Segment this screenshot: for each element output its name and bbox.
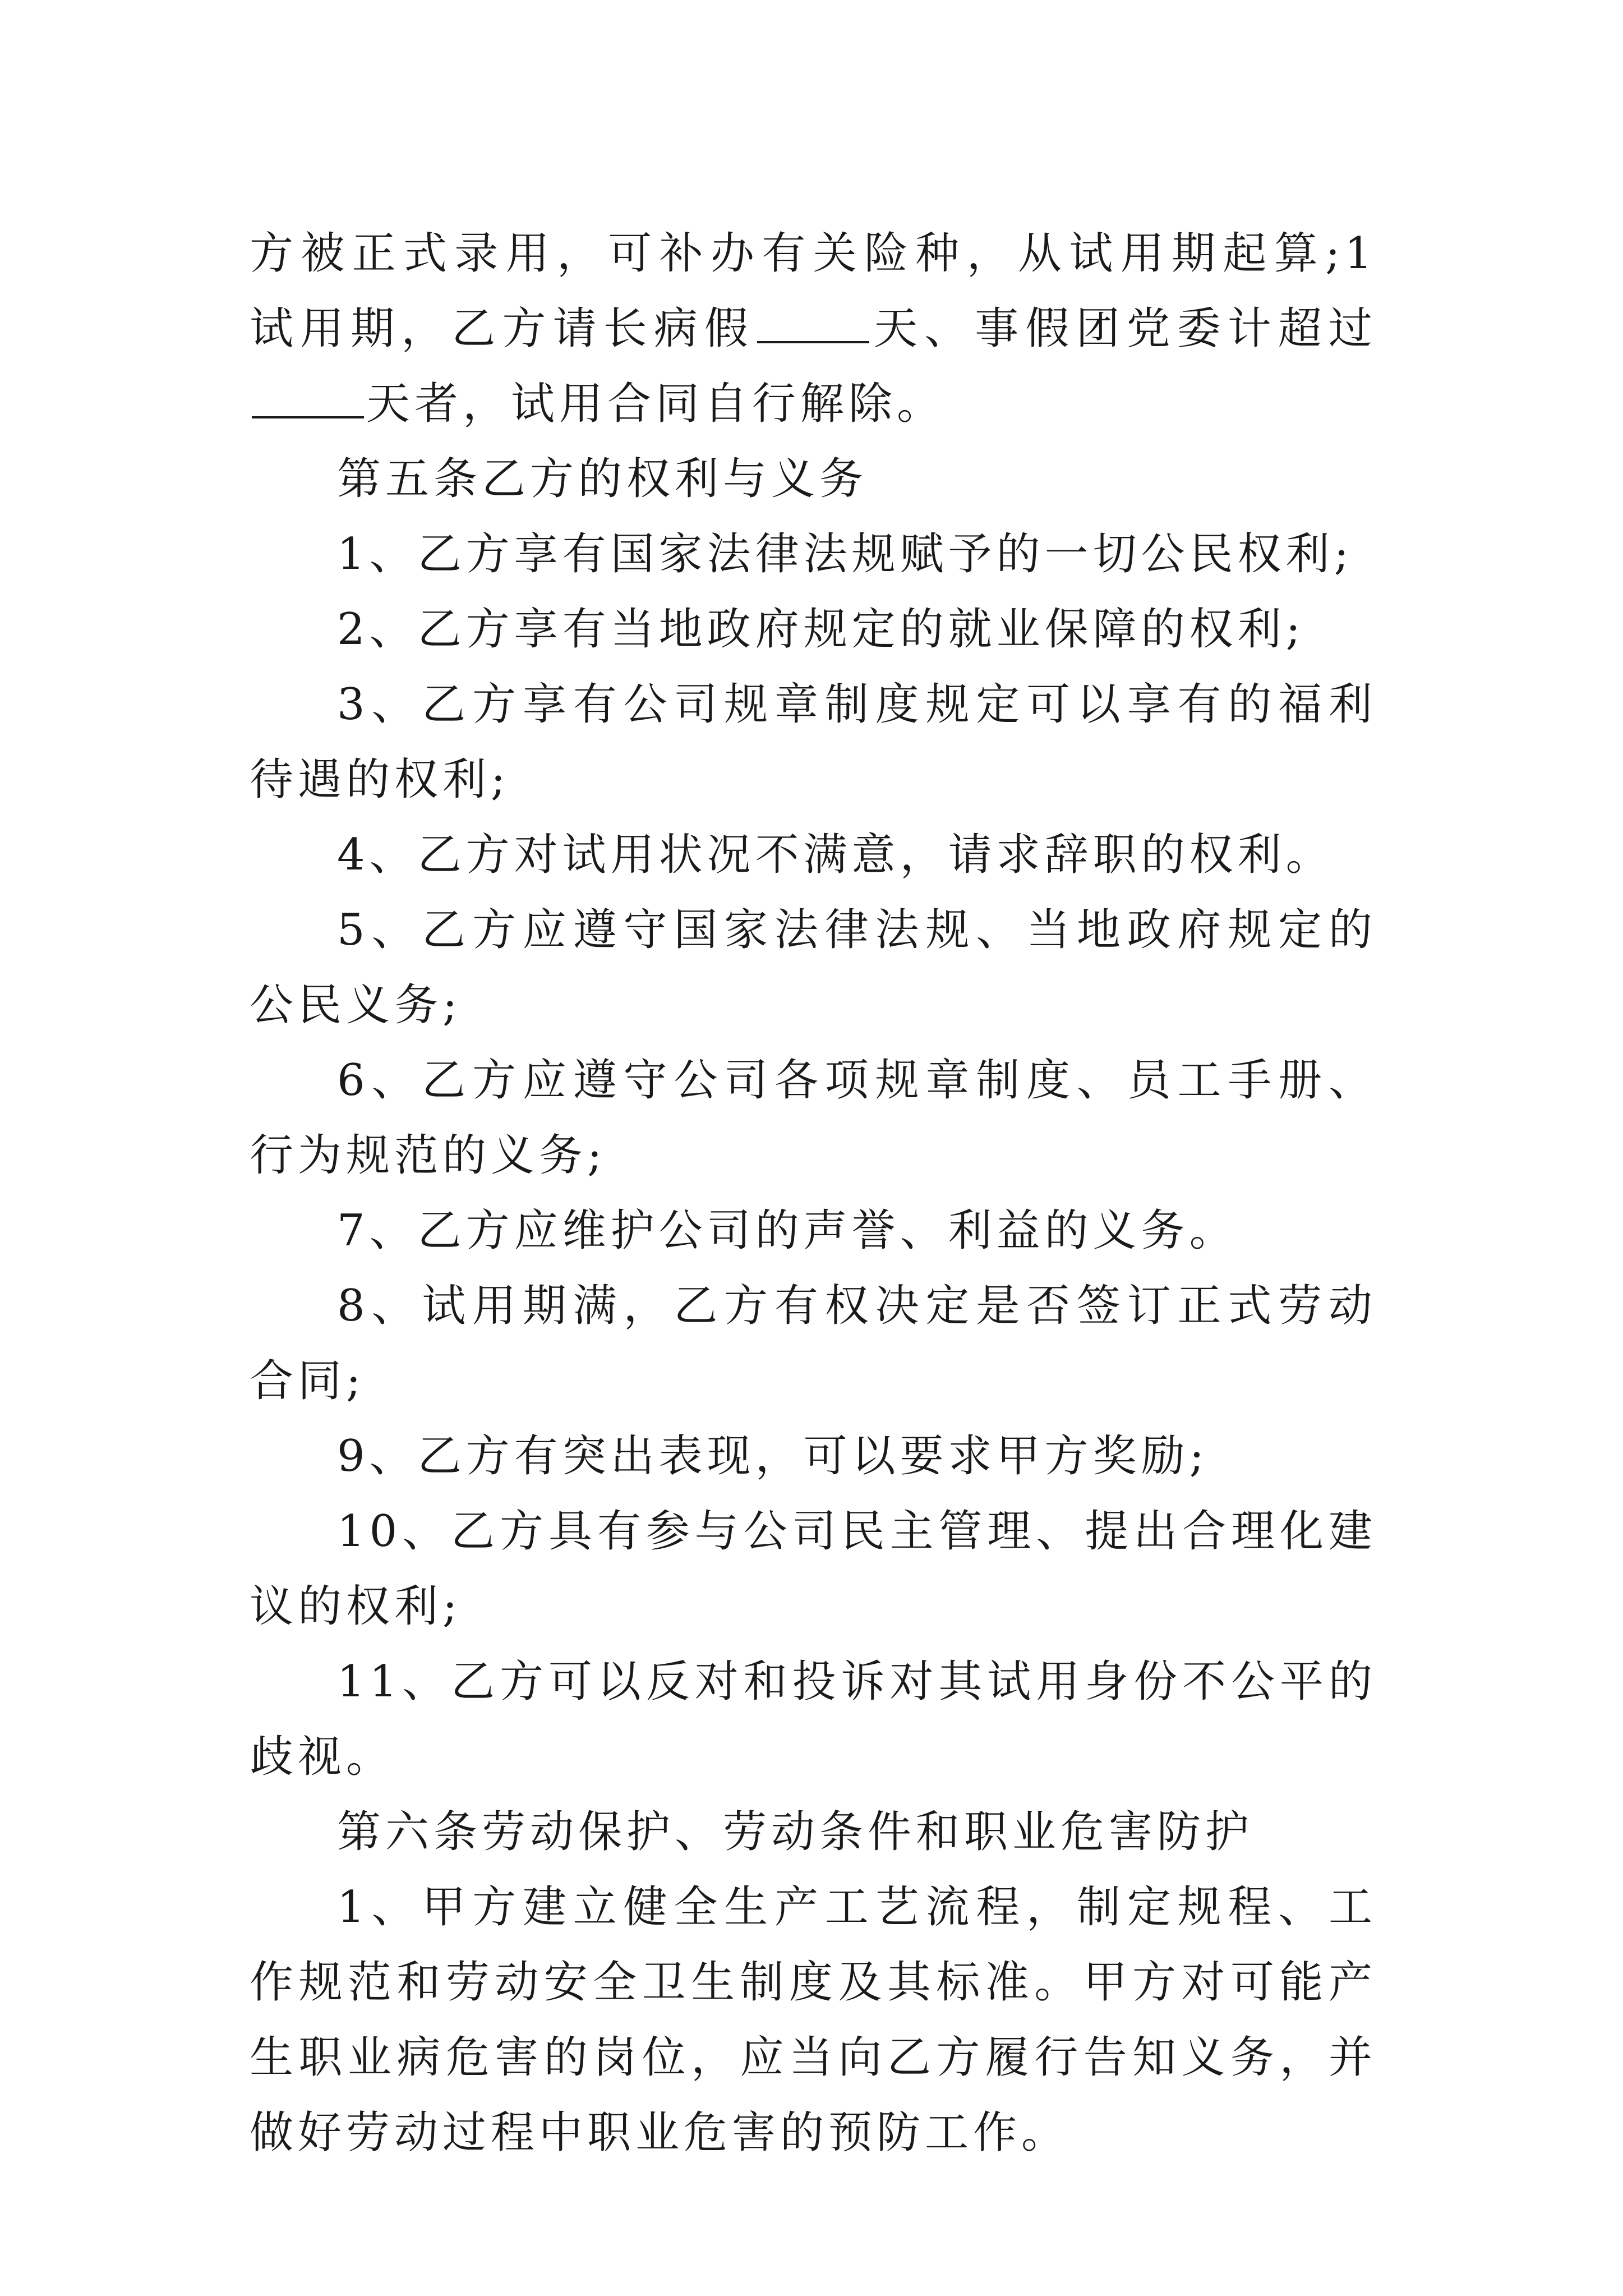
article-5-item-8: 8、试用期满，乙方有权决定是否签订正式劳动合同; (250, 1281, 1377, 1406)
intro-text-2: 天、事假团党委计超过 (872, 303, 1377, 354)
article-5-item-10: 10、乙方具有参与公司民主管理、提出合理化建议的权利; (250, 1506, 1377, 1632)
intro-text-1: 方被正式录用，可补办有关险种，从试用期起算;1 试用期，乙方请长病假 (250, 228, 1377, 354)
intro-paragraph (250, 216, 1377, 441)
document-body (250, 216, 1377, 2170)
article-6-item-1: 1、甲方建立健全生产工艺流程，制定规程、工作规范和劳动安全卫生制度及其标准。甲方对可能产生职业病危害的岗位，应当向乙方履行告知义务，并做好劳动过程中职业危害的预防工作。 (250, 1882, 1377, 2158)
article-5-heading: 第五条乙方的权利与义务 (337, 454, 868, 504)
article-5-item-1: 1、乙方享有国家法律法规赋予的一切公民权利; (337, 529, 1353, 579)
article-5-item-11: 11、乙方可以反对和投诉对其试用身份不公平的歧视。 (250, 1657, 1377, 1782)
article-5-item-7: 7、乙方应维护公司的声誉、利益的义务。 (337, 1205, 1238, 1256)
article-5-item-9: 9、乙方有突出表现，可以要求甲方奖励; (337, 1431, 1209, 1481)
article-5-item-6: 6、乙方应遵守公司各项规章制度、员工手册、行为规范的义务; (250, 1055, 1377, 1181)
sick-leave-days-blank (757, 302, 869, 343)
article-5-item-2: 2、乙方享有当地政府规定的就业保障的权利; (337, 604, 1305, 655)
article-5-item-3: 3、乙方享有公司规章制度规定可以享有的福利待遇的权利; (250, 679, 1377, 805)
intro-text-3: 天者，试用合同自行解除。 (366, 379, 946, 429)
personal-leave-days-blank (252, 377, 364, 418)
article-5-item-4: 4、乙方对试用状况不满意，请求辞职的权利。 (337, 830, 1334, 880)
article-6-heading: 第六条劳动保护、劳动条件和职业危害防护 (337, 1807, 1254, 1857)
article-5-item-5: 5、乙方应遵守国家法律法规、当地政府规定的公民义务; (250, 905, 1377, 1030)
